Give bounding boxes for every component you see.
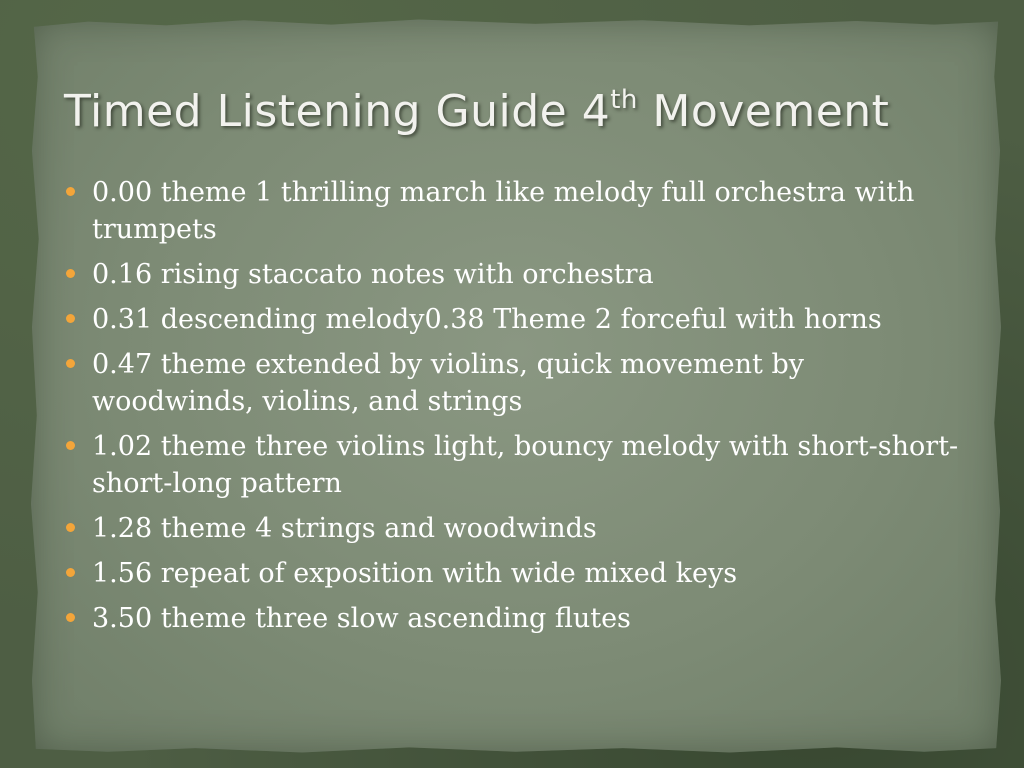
bullet-dot-icon bbox=[66, 568, 75, 577]
bullet-item bbox=[64, 301, 964, 338]
bullet-item bbox=[64, 256, 964, 293]
title-superscript: th bbox=[610, 85, 638, 115]
bullet-dot-icon bbox=[66, 613, 75, 622]
bullet-item bbox=[64, 510, 964, 547]
title-end: Movement bbox=[637, 86, 890, 137]
bullet-text: 0.31 descending melody0.38 Theme 2 forceful with horns bbox=[92, 304, 882, 335]
bullet-dot-icon bbox=[66, 523, 75, 532]
bullet-text: 1.56 repeat of exposition with wide mixed keys bbox=[92, 558, 738, 589]
bullet-text: 0.16 rising staccato notes with orchestra bbox=[92, 259, 654, 290]
bullet-dot-icon bbox=[66, 314, 75, 323]
bullet-dot-icon bbox=[66, 269, 75, 278]
slide-title bbox=[64, 86, 889, 137]
bullet-text: 0.00 theme 1 thrilling march like melody full orchestra with trumpets bbox=[92, 177, 915, 245]
bullet-text: 3.50 theme three slow ascending flutes bbox=[92, 603, 631, 634]
bullet-text: 1.28 theme 4 strings and woodwinds bbox=[92, 513, 597, 544]
title-main: Timed Listening Guide 4 bbox=[64, 86, 611, 137]
bullet-dot-icon bbox=[66, 187, 75, 196]
bullet-item bbox=[64, 174, 964, 248]
bullet-text: 0.47 theme extended by violins, quick movement by woodwinds, violins, and strings bbox=[92, 349, 804, 417]
bullet-item bbox=[64, 346, 964, 420]
bullet-dot-icon bbox=[66, 359, 75, 368]
bullet-item bbox=[64, 428, 964, 502]
bullet-text: 1.02 theme three violins light, bouncy melody with short-short-short-long pattern bbox=[92, 431, 959, 499]
bullet-item bbox=[64, 555, 964, 592]
bullet-list bbox=[64, 174, 964, 645]
bullet-item bbox=[64, 600, 964, 637]
bullet-dot-icon bbox=[66, 441, 75, 450]
